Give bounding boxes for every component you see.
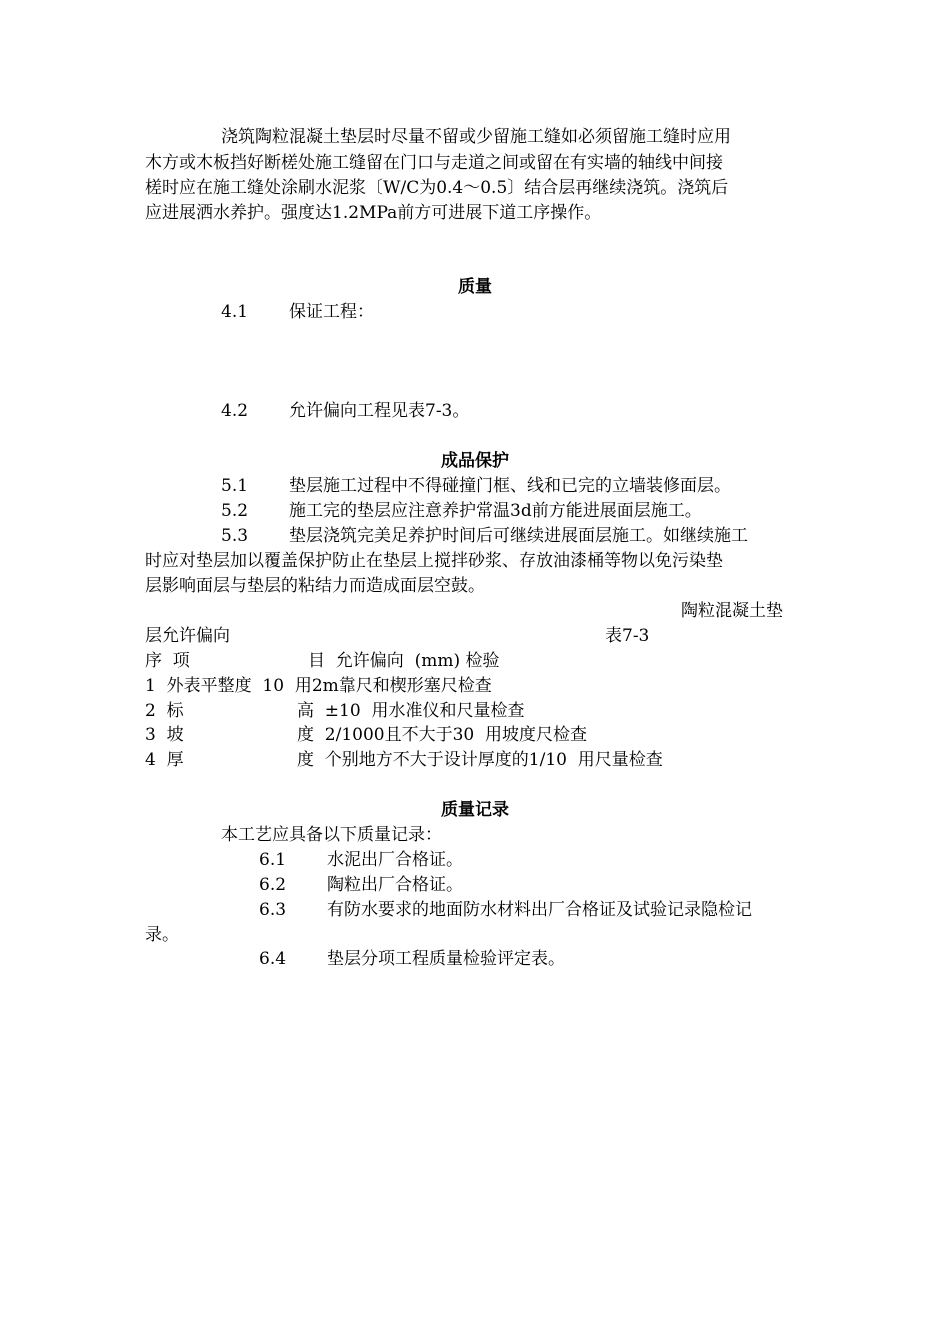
list-item — [259, 848, 463, 872]
section-heading-records: 质量记录 — [441, 800, 509, 820]
list-item — [221, 300, 374, 324]
item-text-continued: 录。 — [145, 925, 179, 945]
item-number: 6.4 — [259, 949, 287, 969]
item-number: 4.1 — [221, 302, 249, 322]
list-item — [259, 947, 565, 971]
paragraph-line: 木方或木板挡好断槎处施工缝留在门口与走道之间或留在有实墙的轴线中间接 — [145, 153, 723, 173]
section-heading-quality: 质量 — [458, 277, 492, 297]
item-number: 6.3 — [259, 900, 287, 920]
list-item — [221, 499, 702, 523]
item-text: 垫层浇筑完美足养护时间后可继续进展面层施工。如继续施工 — [289, 526, 748, 546]
item-text: 允许偏向工程见表7-3。 — [289, 401, 470, 421]
item-text: 陶粒出厂合格证。 — [327, 875, 463, 895]
item-text-continued: 时应对垫层加以覆盖保护防止在垫层上搅拌砂浆、存放油漆桶等物以免污染垫 — [145, 551, 723, 571]
item-number: 6.2 — [259, 875, 287, 895]
table-header: 目 允许偏向 (mm) 检验 — [308, 651, 500, 671]
paragraph-line: 应进展洒水养护。强度达1.2MPa前方可进展下道工序操作。 — [145, 203, 602, 223]
table-title: 陶粒混凝土垫 — [681, 601, 783, 621]
paragraph-line: 浇筑陶粒混凝土垫层时尽量不留或少留施工缝如必须留施工缝时应用 — [221, 127, 731, 147]
table-row-cell: 度 2/1000且不大于30 用坡度尺检查 — [297, 725, 588, 745]
table-row: 2 标 — [145, 701, 184, 721]
table-number: 表7-3 — [605, 626, 650, 646]
table-title: 层允许偏向 — [145, 626, 230, 646]
item-text-continued: 层影响面层与垫层的粘结力而造成面层空鼓。 — [145, 576, 485, 596]
item-text: 垫层分项工程质量检验评定表。 — [327, 949, 565, 969]
item-text: 垫层施工过程中不得碰撞门框、线和已完的立墙装修面层。 — [289, 476, 731, 496]
table-row: 1 外表平整度 10 用2m靠尺和楔形塞尺检查 — [145, 676, 492, 696]
list-item — [221, 399, 469, 423]
table-row: 3 坡 — [145, 725, 184, 745]
item-number: 5.2 — [221, 501, 249, 521]
table-row-cell: 高 ±10 用水准仪和尺量检查 — [297, 701, 525, 721]
item-text: 施工完的垫层应注意养护常温3d前方能进展面层施工。 — [289, 501, 702, 521]
item-text: 保证工程： — [289, 302, 374, 322]
item-text: 有防水要求的地面防水材料出厂合格证及试验记录隐检记 — [327, 900, 752, 920]
paragraph-line: 槎时应在施工缝处涂刷水泥浆〔W/C为0.4～0.5〕结合层再继续浇筑。浇筑后 — [145, 178, 729, 198]
item-text: 水泥出厂合格证。 — [327, 850, 463, 870]
item-number: 5.3 — [221, 526, 249, 546]
item-number: 6.1 — [259, 850, 287, 870]
list-item — [259, 873, 463, 897]
item-number: 4.2 — [221, 401, 249, 421]
table-header: 序 项 — [145, 651, 190, 671]
table-row-cell: 度 个别地方不大于设计厚度的1/10 用尺量检查 — [297, 750, 663, 770]
table-row: 4 厚 — [145, 750, 184, 770]
section-heading-protection: 成品保护 — [441, 451, 509, 471]
records-intro: 本工艺应具备以下质量记录： — [221, 825, 442, 845]
item-number: 5.1 — [221, 476, 249, 496]
list-item — [221, 524, 748, 548]
list-item — [259, 898, 752, 922]
list-item — [221, 474, 731, 498]
